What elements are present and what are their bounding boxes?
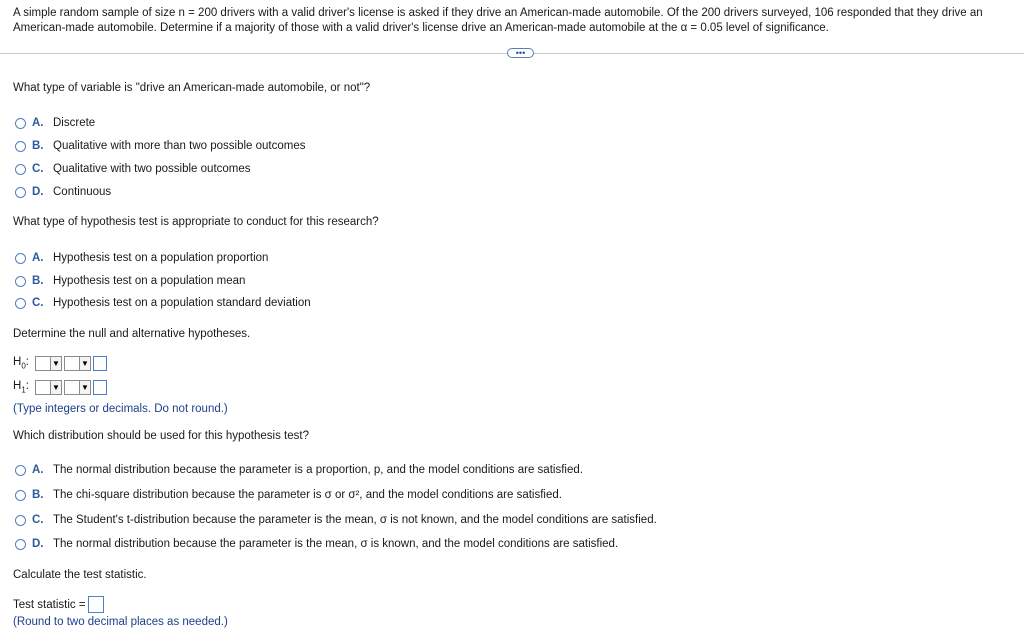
radio-button[interactable] (15, 465, 26, 476)
h1-value-input[interactable] (93, 380, 107, 395)
question-distribution: Which distribution should be used for this hypothesis test? (13, 430, 309, 442)
q2-option-b[interactable]: B. Hypothesis test on a population mean (15, 275, 245, 287)
h0-label: $H_0$: (13, 356, 29, 371)
test-statistic-input[interactable] (88, 596, 104, 613)
chevron-down-icon: ▼ (50, 357, 61, 370)
test-statistic-note: (Round to two decimal places as needed.) (13, 616, 228, 628)
h0-parameter-dropdown[interactable] (35, 356, 62, 371)
radio-button[interactable] (15, 187, 26, 198)
h0-operator-dropdown[interactable] (64, 356, 91, 371)
radio-button[interactable] (15, 298, 26, 309)
chevron-down-icon: ▼ (50, 381, 61, 394)
radio-button[interactable] (15, 164, 26, 175)
q1-option-a[interactable]: A. Discrete (15, 117, 95, 129)
expand-more-button[interactable]: ••• (507, 48, 534, 58)
radio-button[interactable] (15, 490, 26, 501)
question-test-type: What type of hypothesis test is appropriate to conduct for this research? (13, 216, 379, 228)
radio-button[interactable] (15, 118, 26, 129)
q2-option-a[interactable]: A. Hypothesis test on a population proportion (15, 252, 268, 264)
q4-option-a[interactable]: A. The normal distribution because the parameter is a proportion, p, and the model conditions are satisfied. (15, 464, 583, 476)
test-statistic-label: Test statistic = (13, 598, 86, 611)
question-test-statistic: Calculate the test statistic. (13, 569, 147, 581)
radio-button[interactable] (15, 515, 26, 526)
q2-option-c[interactable]: C. Hypothesis test on a population standard deviation (15, 297, 311, 309)
hypotheses-note: (Type integers or decimals. Do not round.) (13, 403, 228, 415)
h1-label: $H_1$: (13, 380, 29, 395)
radio-button[interactable] (15, 253, 26, 264)
q1-option-c[interactable]: C. Qualitative with two possible outcomes (15, 163, 251, 175)
problem-statement: A simple random sample of size n = 200 drivers with a valid driver's license is asked if they drive an American-made automobile. Of the 200 drivers surveyed, 106 responded that they drive an American-made automobile. Determine if a majority of those with a valid driver's license drive an American-made automobile at the α = 0.05 level of significance. (13, 7, 983, 34)
q1-option-b[interactable]: B. Qualitative with more than two possible outcomes (15, 140, 305, 152)
chevron-down-icon: ▼ (79, 357, 90, 370)
question-variable-type: What type of variable is "drive an American-made automobile, or not"? (13, 82, 371, 94)
alt-hypothesis-row (13, 380, 107, 395)
h1-operator-dropdown[interactable] (64, 380, 91, 395)
chevron-down-icon: ▼ (79, 381, 90, 394)
q1-option-d[interactable]: D. Continuous (15, 186, 111, 198)
q4-option-d[interactable]: D. The normal distribution because the parameter is the mean, σ is known, and the model conditions are satisfied. (15, 538, 618, 550)
q4-option-c[interactable]: C. The Student's t-distribution because the parameter is the mean, σ is not known, and the model conditions are satisfied. (15, 514, 657, 526)
question-hypotheses: Determine the null and alternative hypotheses. (13, 328, 251, 340)
q4-option-b[interactable]: B. The chi-square distribution because the parameter is σ or σ², and the model conditions are satisfied. (15, 489, 562, 501)
radio-button[interactable] (15, 539, 26, 550)
radio-button[interactable] (15, 141, 26, 152)
h0-value-input[interactable] (93, 356, 107, 371)
h1-parameter-dropdown[interactable] (35, 380, 62, 395)
radio-button[interactable] (15, 276, 26, 287)
test-statistic-row (13, 596, 104, 613)
null-hypothesis-row (13, 356, 107, 371)
